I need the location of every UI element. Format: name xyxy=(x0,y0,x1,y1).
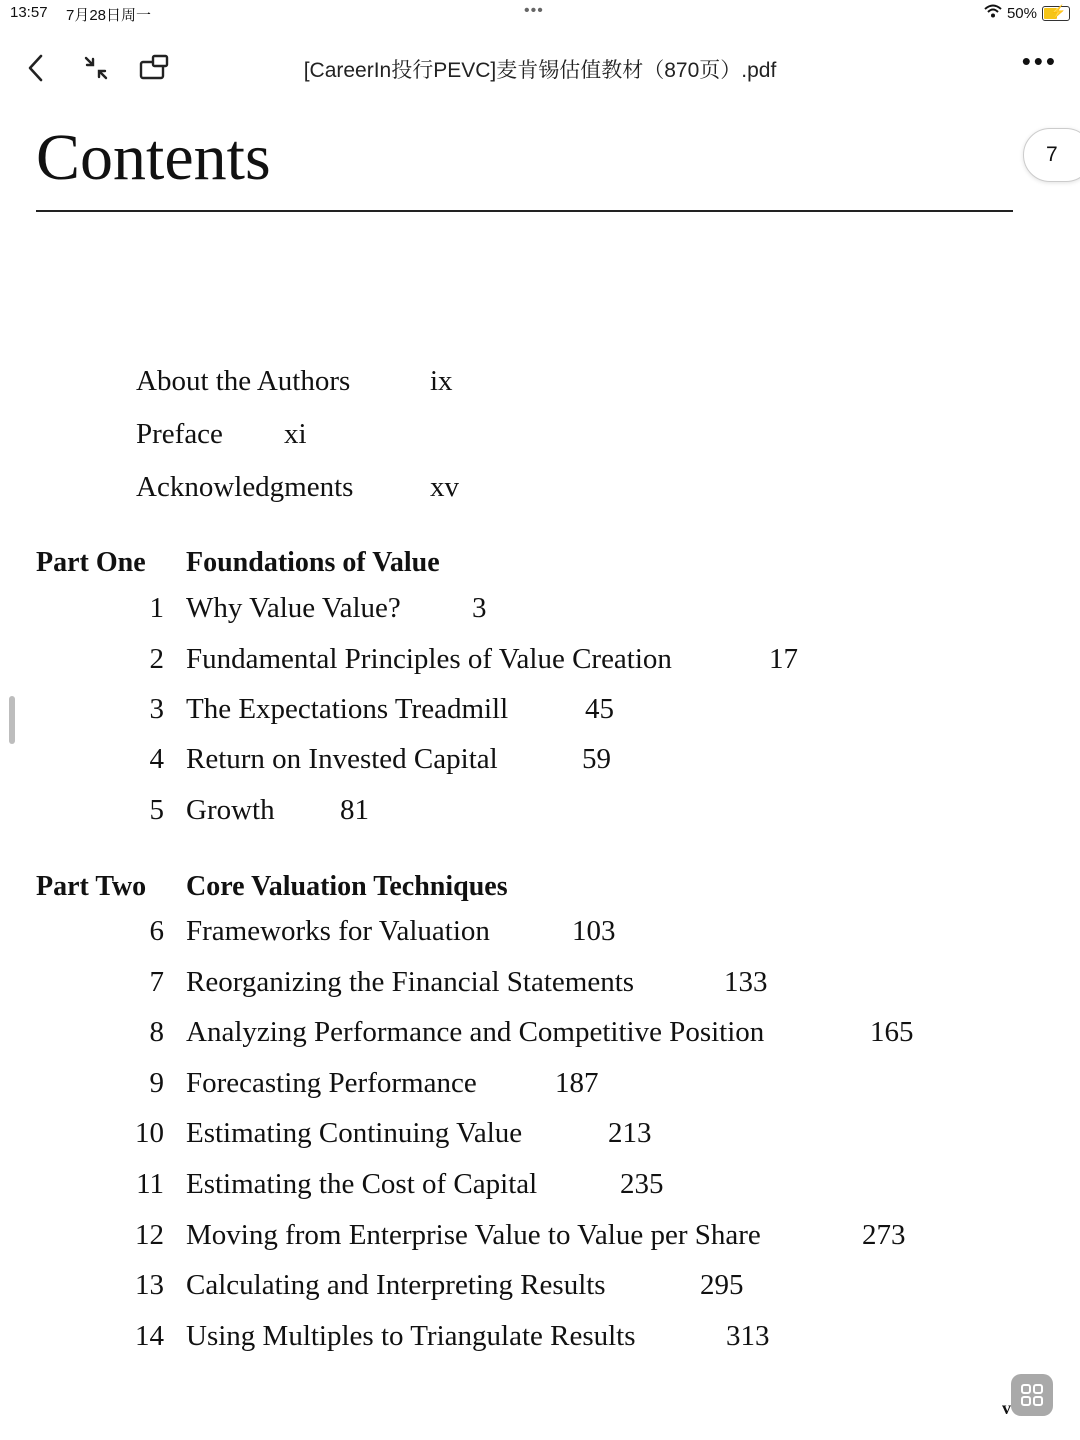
chapter-page: 17 xyxy=(769,643,798,675)
toc-chapter[interactable] xyxy=(0,794,1080,834)
battery-percent: 50% xyxy=(1006,4,1037,22)
document-title[interactable]: [CareerIn投行PEVC]麦肯锡估值教材（870页）.pdf xyxy=(303,59,777,82)
status-date: 7月28日周一 xyxy=(66,7,152,24)
chapter-title: Growth xyxy=(186,794,275,826)
chapter-title: Estimating the Cost of Capital xyxy=(186,1168,538,1200)
chapter-number: 4 xyxy=(149,743,164,775)
wifi-icon xyxy=(984,4,1002,22)
chapter-number: 1 xyxy=(149,592,164,624)
chapter-number: 5 xyxy=(149,794,164,826)
toc-chapter[interactable] xyxy=(0,1016,1080,1056)
toc-front-page: xv xyxy=(430,471,459,503)
chapter-number: 10 xyxy=(135,1117,164,1149)
part-label: Part One xyxy=(36,547,146,578)
status-bar xyxy=(0,0,1080,28)
chapter-page: 81 xyxy=(340,794,369,826)
chapter-title: Return on Invested Capital xyxy=(186,743,498,775)
chapter-page: 103 xyxy=(572,915,616,947)
status-right xyxy=(984,4,1070,22)
page-number-indicator[interactable]: 7 xyxy=(1023,128,1080,182)
toc-chapter[interactable] xyxy=(0,743,1080,783)
chapter-page: 133 xyxy=(724,966,768,998)
chapter-number: 3 xyxy=(149,693,164,725)
chapter-number: 14 xyxy=(135,1320,164,1352)
toc-front-title: Acknowledgments xyxy=(136,471,354,503)
chapter-page: 187 xyxy=(555,1067,599,1099)
chevron-left-icon xyxy=(25,53,47,83)
toc-chapter[interactable] xyxy=(0,1269,1080,1309)
chapter-page: 235 xyxy=(620,1168,664,1200)
chapter-number: 12 xyxy=(135,1219,164,1251)
chapter-page: 45 xyxy=(585,693,614,725)
grid-icon xyxy=(1020,1383,1044,1407)
battery-icon xyxy=(1042,3,1070,21)
chapter-title: Why Value Value? xyxy=(186,592,401,624)
chapter-page: 313 xyxy=(726,1320,770,1352)
multitask-dots[interactable]: ••• xyxy=(524,2,544,19)
chapter-number: 13 xyxy=(135,1269,164,1301)
toc-chapter[interactable] xyxy=(0,1117,1080,1157)
part-title: Core Valuation Techniques xyxy=(186,871,508,902)
toc-chapter[interactable] xyxy=(0,592,1080,632)
chapter-title: Reorganizing the Financial Statements xyxy=(186,966,635,998)
toc-front-page: ix xyxy=(430,365,453,397)
chapter-title: Frameworks for Valuation xyxy=(186,915,490,947)
chapter-page: 273 xyxy=(862,1219,906,1251)
toc-chapter[interactable] xyxy=(0,1320,1080,1360)
toc-chapter[interactable] xyxy=(0,1168,1080,1208)
chapter-number: 9 xyxy=(149,1067,164,1099)
toc-front-title: Preface xyxy=(136,418,223,450)
chapter-number: 11 xyxy=(136,1168,164,1200)
chapter-title: Using Multiples to Triangulate Results xyxy=(186,1320,636,1352)
chapter-title: Calculating and Interpreting Results xyxy=(186,1269,606,1301)
thumbnail-grid-button[interactable] xyxy=(1011,1374,1053,1416)
pdf-toolbar xyxy=(0,40,1080,94)
back-button[interactable] xyxy=(18,50,54,86)
status-time: 13:57 xyxy=(10,4,48,21)
heading-rule xyxy=(36,210,1013,212)
collapse-button[interactable] xyxy=(78,50,114,86)
chapter-number: 7 xyxy=(149,966,164,998)
page-heading: Contents xyxy=(36,121,271,194)
toc-chapter[interactable] xyxy=(0,693,1080,733)
toc-chapter[interactable] xyxy=(0,966,1080,1006)
chapter-title: Analyzing Performance and Competitive Position xyxy=(186,1016,765,1048)
chapter-title: The Expectations Treadmill xyxy=(186,693,509,725)
toc-front-item[interactable] xyxy=(136,418,307,451)
chapter-page: 59 xyxy=(582,743,611,775)
part-label: Part Two xyxy=(36,871,147,902)
chapter-number: 2 xyxy=(149,643,164,675)
chapter-page: 165 xyxy=(870,1016,914,1048)
chapter-page: 213 xyxy=(608,1117,652,1149)
collapse-arrows-icon xyxy=(81,53,111,83)
chapter-page: 295 xyxy=(700,1269,744,1301)
toc-front-item[interactable] xyxy=(136,471,459,504)
chapter-title: Forecasting Performance xyxy=(186,1067,477,1099)
chapter-title: Moving from Enterprise Value to Value per Share xyxy=(186,1219,761,1251)
charging-bolt-icon: ⚡ xyxy=(1050,3,1067,19)
toc-chapter[interactable] xyxy=(0,915,1080,955)
more-button[interactable]: ••• xyxy=(1021,46,1058,76)
toc-front-title: About the Authors xyxy=(136,365,351,397)
chapter-title: Estimating Continuing Value xyxy=(186,1117,523,1149)
part-title: Foundations of Value xyxy=(186,547,440,578)
page-corner-text: v xyxy=(1002,1398,1011,1418)
chapter-number: 6 xyxy=(149,915,164,947)
scroll-handle[interactable] xyxy=(9,696,15,744)
toc-front-page: xi xyxy=(284,418,307,450)
chapter-title: Fundamental Principles of Value Creation xyxy=(186,643,672,675)
toc-chapter[interactable] xyxy=(0,1219,1080,1259)
toc-chapter[interactable] xyxy=(0,643,1080,683)
chapter-page: 3 xyxy=(472,592,487,624)
chapter-number: 8 xyxy=(149,1016,164,1048)
toc-front-item[interactable] xyxy=(136,365,453,398)
toc-chapter[interactable] xyxy=(0,1067,1080,1107)
